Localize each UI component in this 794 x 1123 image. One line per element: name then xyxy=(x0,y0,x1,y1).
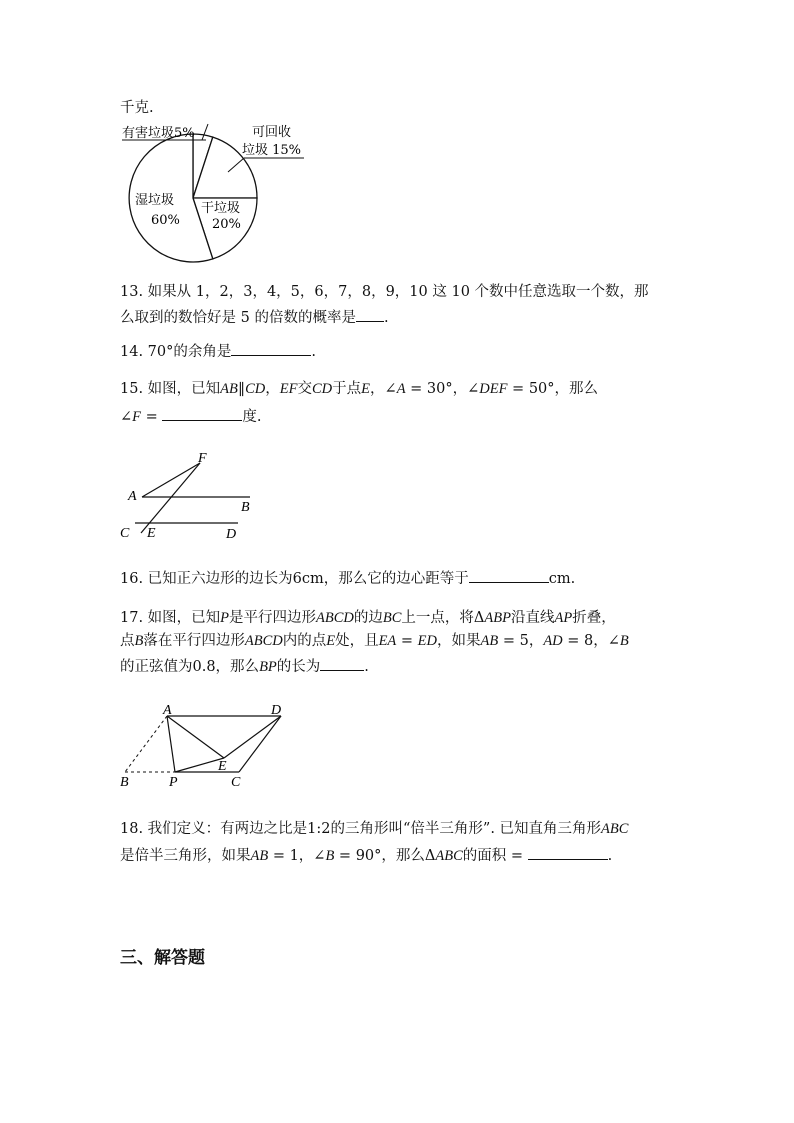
q15-angle-symbol: ∠ xyxy=(120,409,133,425)
q18-t4: = 90°，那么Δ xyxy=(334,848,436,864)
q18-t5: 的面积 = xyxy=(462,848,528,864)
q17-ab: AB xyxy=(480,633,499,649)
q16-answer-blank[interactable] xyxy=(469,568,549,583)
q17-t8: 落在平行四边形 xyxy=(143,633,245,649)
q18-t3: = 1，∠ xyxy=(268,848,326,864)
q17-ed: ED xyxy=(417,633,438,649)
pie-label-recyclable-2: 垃圾 15% xyxy=(242,143,302,158)
q15-a: A xyxy=(396,381,406,397)
label-d: D xyxy=(271,703,282,718)
q17-line3 xyxy=(120,656,369,677)
q15-text-2: ， xyxy=(265,381,280,397)
q18-answer-blank[interactable] xyxy=(528,845,608,860)
q15-f: F xyxy=(132,409,142,425)
pie-label-recyclable-1: 可回收 xyxy=(252,125,292,140)
q13-line2 xyxy=(120,307,389,328)
q18-b: B xyxy=(325,848,335,864)
q13-line1: 13. 如果从 1，2，3，4，5，6，7，8，9，10 这 10 个数中任意选取一个数，那 xyxy=(120,284,649,300)
q14-answer-blank[interactable] xyxy=(231,341,311,356)
q17-end: . xyxy=(364,659,369,675)
q15-cd: CD xyxy=(245,381,266,397)
q15-cd-2: CD xyxy=(312,381,333,397)
q17-ea: EA xyxy=(378,633,397,649)
q14-end: . xyxy=(311,344,316,360)
q17-p: P xyxy=(220,610,230,626)
q15-parallel: ∥ xyxy=(237,381,246,397)
q18-line1 xyxy=(120,819,628,839)
q15-equals: = xyxy=(141,409,163,425)
q17-t14: = 8，∠ xyxy=(562,633,620,649)
line-af xyxy=(142,463,200,497)
q15-text-4: 于点 xyxy=(332,381,362,397)
label-c: C xyxy=(120,526,130,541)
label-f: F xyxy=(198,451,207,466)
q17-t9: 内的点 xyxy=(282,633,327,649)
q17-t16: 的长为 xyxy=(276,659,321,675)
q17-t10: 处，且 xyxy=(335,633,379,649)
pie-label-wet-1: 湿垃圾 xyxy=(135,193,175,208)
q17-t6: 折叠， xyxy=(572,610,616,626)
q17-ad: AD xyxy=(543,633,563,649)
q15-text-7: = 50°，那么 xyxy=(507,381,599,397)
q17-t15: 的正弦值为0.8，那么 xyxy=(120,659,260,675)
seg-ab-dashed xyxy=(125,716,167,772)
q18-line2 xyxy=(120,845,612,866)
q17-abcd: ABCD xyxy=(316,610,354,626)
figure-17 xyxy=(115,696,305,796)
q17-t7: 点 xyxy=(120,633,135,649)
q17-t3: 的边 xyxy=(353,610,383,626)
q16-line xyxy=(120,568,575,589)
q17-answer-blank[interactable] xyxy=(320,656,364,671)
seg-ap xyxy=(167,716,175,772)
q16-text: 16. 已知正六边形的边长为6cm，那么它的边心距等于 xyxy=(120,571,469,587)
pie-label-hazardous: 有害垃圾5% xyxy=(122,126,195,141)
section-heading: 三、解答题 xyxy=(120,948,205,968)
q15-line2 xyxy=(120,406,262,427)
q13-answer-blank[interactable] xyxy=(356,307,384,322)
q17-b-2: B xyxy=(619,633,629,649)
q17-t1: 17. 如图，已知 xyxy=(120,610,221,626)
label-c: C xyxy=(231,775,241,790)
pie-label-wet-2: 60% xyxy=(151,213,180,228)
q18-ab: AB xyxy=(250,848,269,864)
seg-ed xyxy=(224,716,281,758)
q15-ab: AB xyxy=(220,381,238,397)
pie-label-dry-1: 干垃圾 xyxy=(201,201,241,216)
q17-e: E xyxy=(326,633,336,649)
figure-15 xyxy=(115,446,275,546)
q18-t2: 是倍半三角形，如果 xyxy=(120,848,251,864)
q14-text: 14. 70°的余角是 xyxy=(120,344,232,360)
pie-chart xyxy=(118,118,318,268)
seg-pe xyxy=(175,758,224,772)
q18-end: . xyxy=(607,848,613,864)
q15-answer-blank[interactable] xyxy=(162,406,242,421)
q18-abc: ABC xyxy=(601,821,629,837)
label-d: D xyxy=(226,527,237,542)
q17-ap: AP xyxy=(554,610,573,626)
q15-text-5: ，∠ xyxy=(370,381,397,397)
label-e: E xyxy=(147,526,156,541)
q13-end: . xyxy=(383,310,389,326)
q15-unit: 度. xyxy=(242,409,262,425)
q15-text-6: = 30°，∠ xyxy=(405,381,480,397)
q17-line2 xyxy=(120,631,629,651)
q16-unit: cm. xyxy=(548,571,576,587)
label-a: A xyxy=(128,489,137,504)
q15-def: DEF xyxy=(479,381,508,397)
label-e: E xyxy=(218,759,227,774)
q17-t4: 上一点，将Δ xyxy=(401,610,485,626)
q17-abp: ABP xyxy=(484,610,511,626)
q17-t2: 是平行四边形 xyxy=(229,610,317,626)
q14-line xyxy=(120,341,316,362)
seg-ae xyxy=(167,716,224,758)
q15-line1 xyxy=(120,379,598,399)
q18-abc-2: ABC xyxy=(435,848,463,864)
q17-bp: BP xyxy=(259,659,277,675)
q17-t5: 沿直线 xyxy=(510,610,555,626)
q17-line1 xyxy=(120,608,616,628)
intro-text: 千克. xyxy=(120,100,154,116)
label-a: A xyxy=(163,703,172,718)
pie-label-dry-2: 20% xyxy=(212,217,241,232)
q17-b: B xyxy=(134,633,144,649)
q15-e: E xyxy=(361,381,371,397)
label-b: B xyxy=(120,775,129,790)
q13-text: 么取到的数恰好是 5 的倍数的概率是 xyxy=(120,310,356,326)
q15-text-3: 交 xyxy=(297,381,313,397)
q15-ef: EF xyxy=(279,381,298,397)
q17-bc: BC xyxy=(382,610,402,626)
q18-t1: 18. 我们定义：有两边之比是1:2的三角形叫“倍半三角形”. 已知直角三角形 xyxy=(120,821,602,837)
label-b: B xyxy=(241,500,250,515)
label-p: P xyxy=(169,775,178,790)
q17-t12: ，如果 xyxy=(437,633,481,649)
seg-dc xyxy=(239,716,281,772)
q17-abcd-2: ABCD xyxy=(244,633,283,649)
q17-t13: = 5， xyxy=(498,633,544,649)
q15-text-1: 15. 如图，已知 xyxy=(120,381,221,397)
q17-t11: = xyxy=(396,633,418,649)
